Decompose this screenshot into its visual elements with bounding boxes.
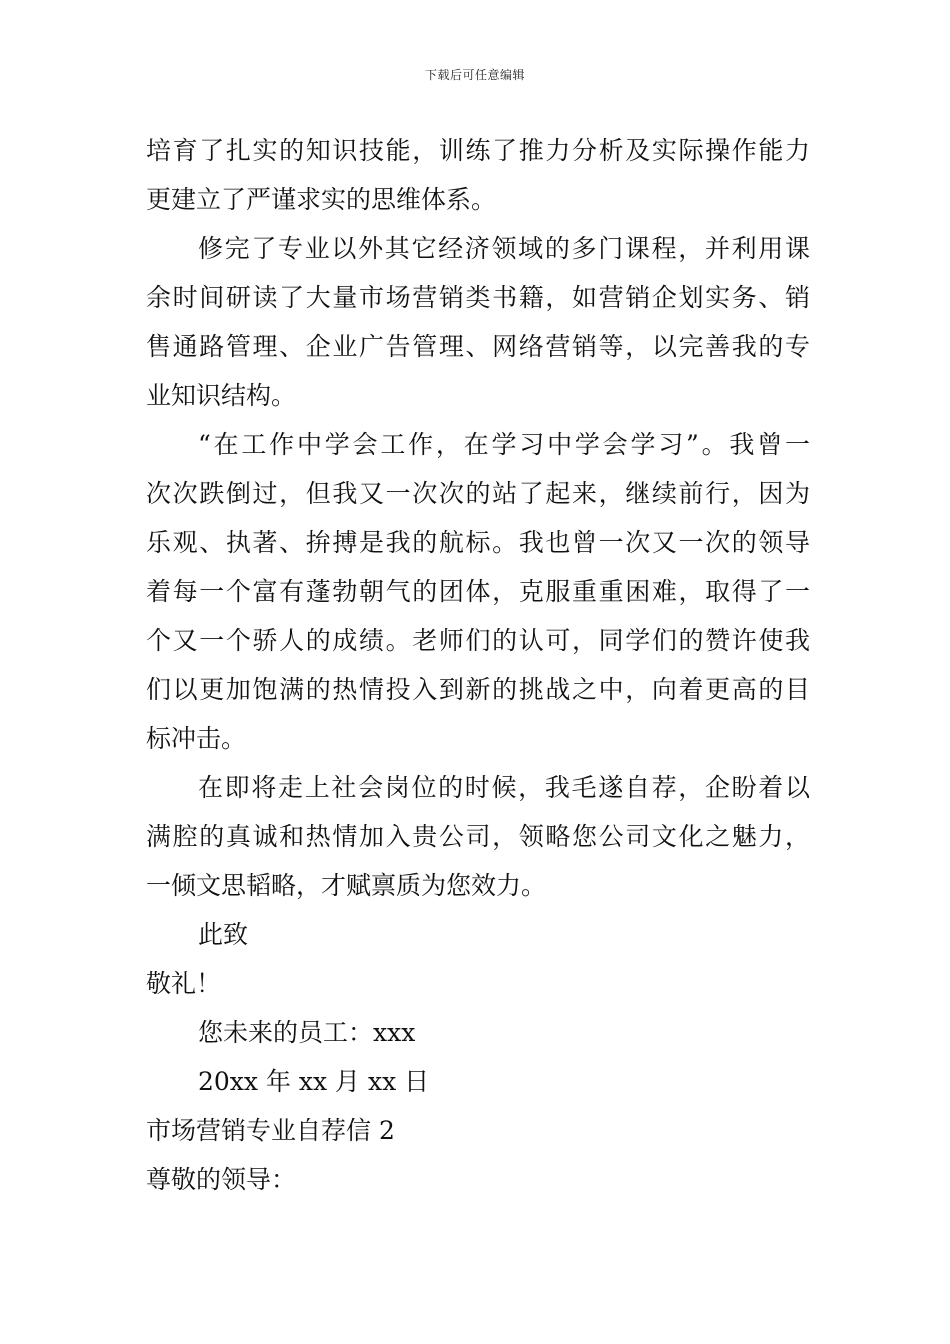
paragraph-start-line: 修完了专业以外其它经济领域的多门课程，并利用课 [198, 234, 810, 263]
text-line: 满腔的真诚和热情加入贵公司，领略您公司文化之魅力， [146, 822, 810, 851]
page-header-note: 下载后可任意编辑 [424, 68, 525, 82]
paragraph-start-line: 在即将走上社会岗位的时候，我毛遂自荐，企盼着以 [198, 773, 810, 802]
text-line: 着每一个富有蓬勃朝气的团体，克服重重困难，取得了一 [146, 577, 810, 606]
date-line: 20xx 年 xx 月 xx 日 [198, 1067, 430, 1096]
text-line: 更建立了严谨求实的思维体系。 [146, 185, 497, 214]
text-line: 培育了扎实的知识技能，训练了推力分析及实际操作能力 [146, 136, 810, 165]
signature-line: 您未来的员工：xxx [198, 1018, 416, 1047]
text-line: 个又一个骄人的成绩。老师们的认可，同学们的赞许使我 [146, 626, 810, 655]
section-title: 市场营销专业自荐信 2 [146, 1116, 395, 1145]
text-line: 标冲击。 [146, 724, 247, 753]
text-line: 乐观、执著、拚搏是我的航标。我也曾一次又一次的领导 [146, 528, 810, 557]
document-body [146, 126, 810, 1204]
text-line: 余时间研读了大量市场营销类书籍，如营销企划实务、销 [146, 283, 810, 312]
text-line: 次次跌倒过，但我又一次次的站了起来，继续前行，因为 [146, 479, 810, 508]
text-line: 业知识结构。 [146, 381, 297, 410]
text-line: 售通路管理、企业广告管理、网络营销等，以完善我的专 [146, 332, 810, 361]
paragraph-start-line: “在工作中学会工作，在学习中学会学习”。我曾一 [198, 430, 810, 459]
closing-salutation: 此致 [198, 920, 249, 949]
text-line: 一倾文思韬略，才赋禀质为您效力。 [146, 871, 547, 900]
greeting-line: 尊敬的领导： [146, 1165, 297, 1194]
text-line: 们以更加饱满的热情投入到新的挑战之中，向着更高的目 [146, 675, 810, 704]
closing-regards: 敬礼！ [146, 969, 222, 998]
